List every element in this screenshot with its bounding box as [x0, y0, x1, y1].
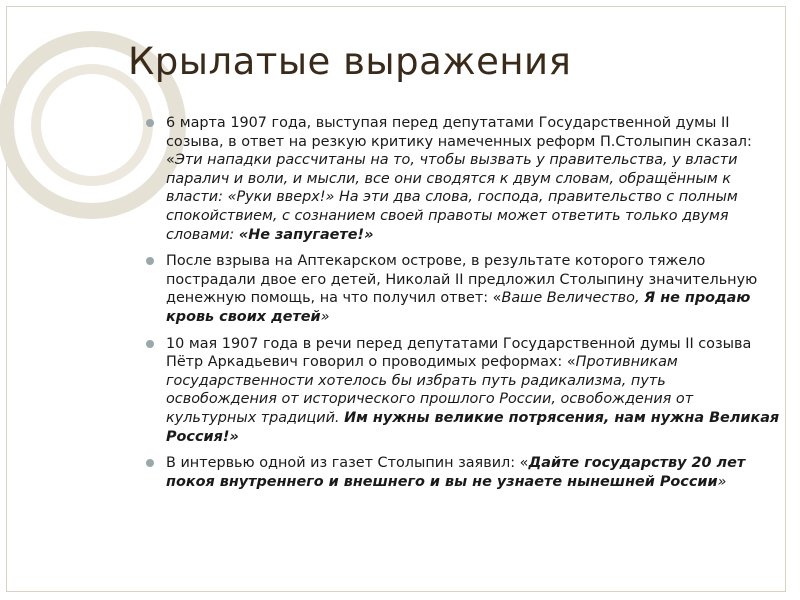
inner-ring: [36, 69, 148, 181]
slide-title: Крылатые выражения: [128, 40, 572, 83]
bullet-item: [144, 252, 780, 326]
text-run: 6 марта 1907 года, выступая перед депутатами Государственной думы II созыва, в ответ на резкую критику намеченных реформ П.Столыпин сказал: «: [166, 115, 752, 169]
quote-italic: Противникам государственности хотелось бы избрать путь радикализма, путь освобождения от исторического прошлого России, освобождения от культурных традиций.: [166, 354, 694, 426]
text-run: В интервью одной из газет Столыпин заявил: «: [166, 455, 529, 472]
quote-italic: Ваше Величество,: [501, 290, 645, 307]
quote-emphasis: Дайте государству 20 лет покоя внутреннего и внешнего и вы не узнаете нынешней России: [166, 455, 746, 490]
quote-emphasis: Я не продаю кровь своих детей: [166, 290, 751, 325]
bullet-item: [144, 114, 780, 244]
bullet-marker: [146, 459, 154, 467]
bullet-item: [144, 335, 780, 447]
quote-italic: Эти нападки рассчитаны на то, чтобы вызвать у правительства, у власти паралич и воли, и мысли, все они сводятся к двум словам, обращённым к власти: «Руки вверх!» На эти два слова, господа, правительство с полным спокойствием, с сознанием своей правоты может ответить только двумя словами:: [166, 152, 738, 243]
quote-italic: »: [320, 308, 330, 325]
text-run: 10 мая 1907 года в речи перед депутатами Государственной думы II созыва Пётр Аркадьевич говорил о проводимых реформах: «: [166, 335, 752, 371]
quote-italic: »: [717, 473, 727, 490]
text-run: После взрыва на Аптекарском острове, в результате которого тяжело пострадали двое его детей, Николай II предложил Столыпину значительную денежную помощь, на что получил ответ: «: [166, 253, 758, 307]
bullet-marker: [146, 119, 154, 127]
quote-emphasis: «Не запугаете!»: [238, 226, 374, 243]
bullet-marker: [146, 340, 154, 348]
bullet-marker: [146, 257, 154, 265]
bullet-list: [144, 114, 780, 499]
quote-emphasis: Им нужны великие потрясения, нам нужна Великая Россия!»: [166, 409, 780, 445]
bullet-item: [144, 454, 780, 491]
